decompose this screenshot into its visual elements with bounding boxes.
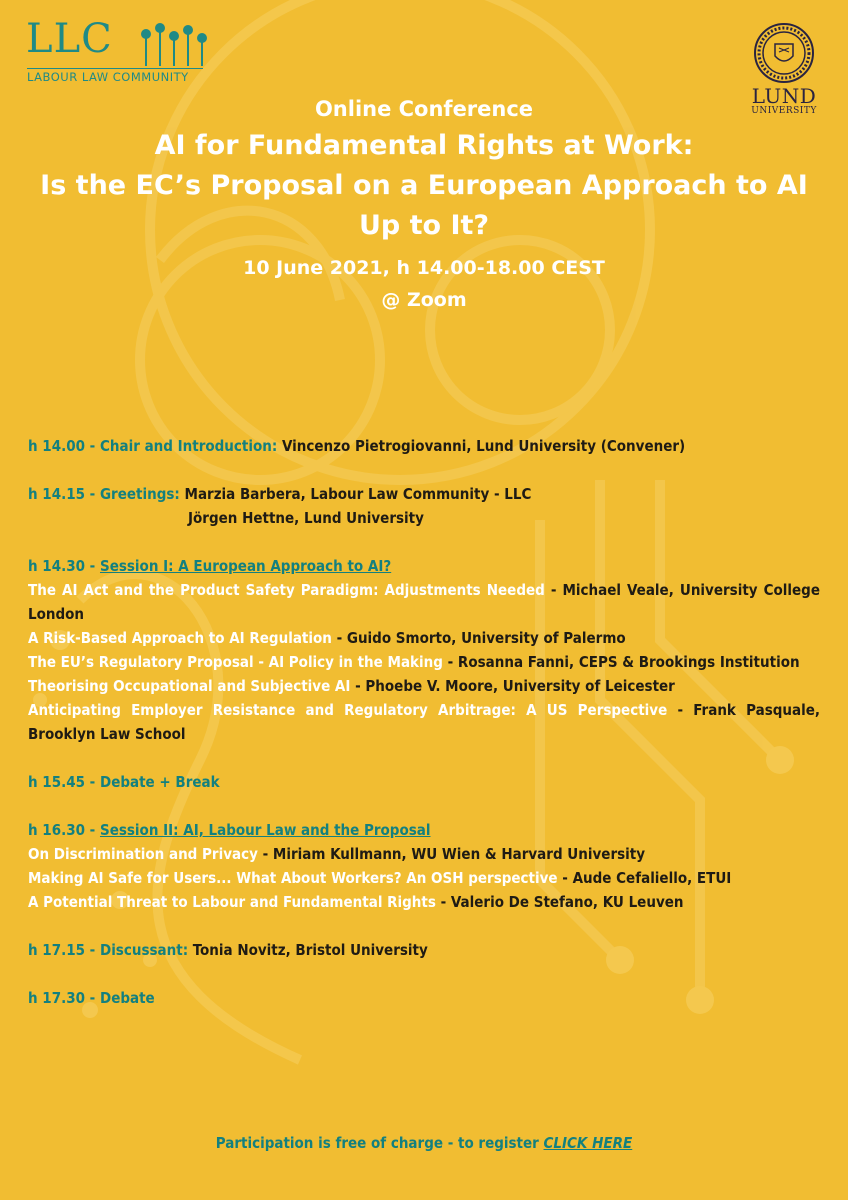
talk-title: The EU’s Regulatory Proposal - AI Policy in the Making xyxy=(28,653,443,671)
program-intro xyxy=(28,434,820,458)
program-intro-speaker: Vincenzo Pietrogiovanni, Lund University (Convener) xyxy=(281,437,686,455)
program-debate: h 17.30 - Debate xyxy=(28,989,155,1007)
program-discussant-speaker: Tonia Novitz, Bristol University xyxy=(192,941,428,959)
talk-title: On Discrimination and Privacy xyxy=(28,845,258,863)
llc-logo-pins-icon xyxy=(140,22,214,66)
talk-speaker: - Phoebe V. Moore, University of Leicester xyxy=(355,677,675,695)
talk-title: A Risk-Based Approach to AI Regulation xyxy=(28,629,332,647)
lund-logo-subtitle: UNIVERSITY xyxy=(751,106,817,116)
program xyxy=(28,434,820,1010)
program-intro-time: h 14.00 - Chair and Introduction: xyxy=(28,437,278,455)
conference-header xyxy=(0,92,848,316)
program-greetings-speaker-1: Marzia Barbera, Labour Law Community - LLC xyxy=(184,485,532,503)
talk-speaker: - Guido Smorto, University of Palermo xyxy=(336,629,626,647)
session-2-title[interactable]: Session II: AI, Labour Law and the Proposal xyxy=(99,821,431,839)
conference-venue: @ Zoom xyxy=(381,289,467,311)
talk-title: The AI Act and the Product Safety Paradigm: Adjustments Needed xyxy=(28,581,545,599)
talk-title: A Potential Threat to Labour and Fundamental Rights xyxy=(28,893,436,911)
session-1-talk xyxy=(28,650,820,674)
session-2-talk xyxy=(28,890,820,914)
program-break: h 15.45 - Debate + Break xyxy=(28,773,220,791)
talk-speaker: - Michael Veale, University College London xyxy=(28,581,820,623)
session-1-title[interactable]: Session I: A European Approach to AI? xyxy=(99,557,392,575)
session-1-time: h 14.30 - xyxy=(28,557,100,575)
conference-kicker: Online Conference xyxy=(314,97,534,121)
session-2-heading xyxy=(28,818,820,842)
session-1-talk xyxy=(28,698,820,746)
conference-date: 10 June 2021, h 14.00-18.00 CEST xyxy=(243,257,605,279)
talk-speaker: - Valerio De Stefano, KU Leuven xyxy=(440,893,684,911)
talk-title: Anticipating Employer Resistance and Regulatory Arbitrage: A US Perspective xyxy=(28,701,668,719)
talk-title: Theorising Occupational and Subjective AI xyxy=(28,677,351,695)
conference-title-line-1: AI for Fundamental Rights at Work: xyxy=(154,130,694,161)
talk-title: Making AI Safe for Users... What About Workers? An OSH perspective xyxy=(28,869,558,887)
session-1-talk xyxy=(28,578,820,626)
llc-logo-subtitle: LABOUR LAW COMMUNITY xyxy=(27,68,203,84)
program-discussant xyxy=(28,938,820,962)
session-2-talk xyxy=(28,866,820,890)
lund-seal-icon xyxy=(753,22,815,84)
lund-logo-name: LUND xyxy=(751,84,817,108)
program-greetings xyxy=(28,482,820,506)
conference-title-line-3: Up to It? xyxy=(358,210,490,241)
program-greetings-time: h 14.15 - Greetings: xyxy=(28,485,180,503)
llc-logo-text: LLC xyxy=(26,16,113,62)
session-2-time: h 16.30 - xyxy=(28,821,100,839)
program-greetings-line-2 xyxy=(28,506,820,530)
talk-speaker: - Frank Pasquale, Brooklyn Law School xyxy=(28,701,821,743)
program-greetings-speaker-2: Jörgen Hettne, Lund University xyxy=(188,509,424,527)
registration-text: Participation is free of charge - to register xyxy=(215,1134,544,1152)
registration-footer xyxy=(0,1134,848,1152)
program-discussant-time: h 17.15 - Discussant: xyxy=(28,941,189,959)
session-1-heading xyxy=(28,554,820,578)
conference-title-line-2: Is the EC’s Proposal on a European Approach to AI xyxy=(40,170,808,201)
register-link[interactable]: CLICK HERE xyxy=(543,1134,633,1152)
talk-speaker: - Miriam Kullmann, WU Wien & Harvard University xyxy=(262,845,646,863)
session-1-talk xyxy=(28,674,820,698)
talk-speaker: - Rosanna Fanni, CEPS & Brookings Institution xyxy=(447,653,800,671)
session-1-talk xyxy=(28,626,820,650)
session-2-talk xyxy=(28,842,820,866)
talk-speaker: - Aude Cefaliello, ETUI xyxy=(562,869,732,887)
llc-logo xyxy=(22,16,212,84)
